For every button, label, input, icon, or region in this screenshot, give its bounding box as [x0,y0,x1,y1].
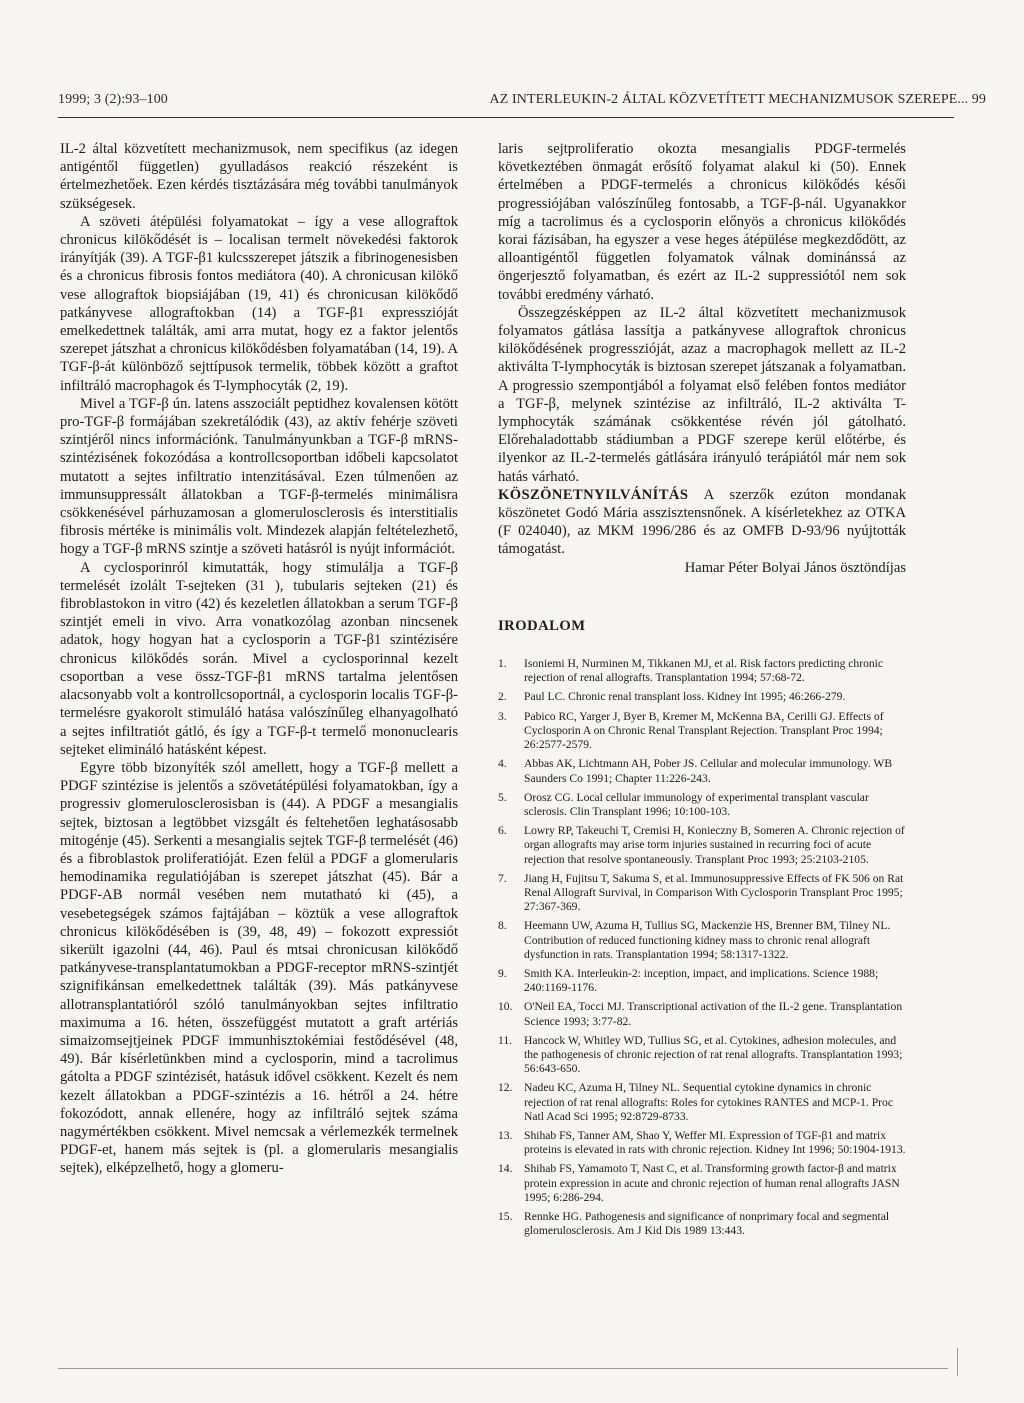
reference-list [498,657,906,1238]
right-column [498,140,906,1243]
acknowledgement-text: A szerzők ezúton mondanak köszönetet Godó Mária asszisztensnőnek. A kísérletekhez az OTKA (F 024040), az MKM 1996/286 és az OMFB D-93/96 nyújtották támogatást. [498,486,907,558]
header-rule [58,117,954,118]
reference-item [498,657,906,685]
reference-text: Nadeu KC, Azuma H, Tilney NL. Sequential cytokine dynamics in chronic rejection of rat renal allografts: Roles for cytokines RANTES and MCP-1. Proc Natl Acad Sci 1995; 92:8729-8733. [524,1081,893,1123]
reference-number: 7. [498,871,507,885]
reference-text: Hancock W, Whitley WD, Tullius SG, et al. Cytokines, adhesion molecules, and the pathogenesis of chronic rejection of rat renal allografts. Transplantation 1993; 56:643-650. [524,1033,903,1076]
reference-item [498,1210,906,1238]
reference-text: Shihab FS, Yamamoto T, Nast C, et al. Transforming growth factor-β and matrix protein expression in acute and chronic rejection of human renal allografts JASN 1995; 6:286-294. [524,1162,900,1204]
reference-text: Smith KA. Interleukin-2: inception, impact, and implications. Science 1988; 240:1169-1176. [524,966,879,995]
reference-number: 9. [498,966,507,980]
reference-item [498,690,906,704]
reference-number: 6. [498,824,507,838]
reference-number: 5. [498,790,507,804]
reference-number: 2. [498,690,507,704]
reference-number: 13. [498,1128,513,1142]
reference-item [498,1000,906,1028]
running-title: AZ INTERLEUKIN-2 ÁLTAL KÖZVETÍTETT MECHANIZMUSOK SZEREPE... 99 [489,92,986,107]
paragraph: Mivel a TGF-β ún. latens asszociált peptidhez kovalensen kötött pro-TGF-β formájában szekretálódik (43), az aktív fehérje szöveti szintjéről nincs információnk. Tanulmányunkban a TGF-β mRNS-szintézisének fokozódása a kontrollcsoportban időbeli kapcsolatot mutatott a sejtes infiltratio intenzitásával. Ezen túlmenően az immunsuppressált állatokban a TGF-β-termelés minimálisra csökkenésével párhuzamosan a glomerulosclerosis és interstitialis fibrosis mértéke is minimális volt. Mindezek alapján feltételezhető, hogy a TGF-β mRNS szintje a szöveti hatásról is nyújt információt. [60,395,458,558]
reference-number: 10. [498,1000,513,1014]
reference-number: 3. [498,709,507,723]
reference-item [498,710,906,753]
paragraph: IL-2 által közvetített mechanizmusok, nem specifikus (az idegen antigéntől független) gyulladásos reakció részeként is értelmezhetőek. Ezen kérdés tisztázására még további tanulmányok szükségesek. [60,141,458,212]
paragraph: Egyre több bizonyíték szól amellett, hogy a TGF-β mellett a PDGF szintézise is jelentős a szövetátépülési folyamatokban, így a progressiv glomerulosclerosisban is (44). A PDGF a mesangialis sejtek, biztosan a legtöbbet vizsgált és feltehetően leghatásosabb mitogénje (45). Serkenti a mesangialis sejtek TGF-β termelését (46) és a fibroblastok proliferatióját. Ezen felül a PDGF a glomerularis hemodinamika regulatiójában is szerepet játszhat (45). Bár a PDGF-AB normál vesében nem mutatható ki (45), a vesebetegségek számos fajtájában – köztük a vese allograftok chronicus kilökődésében is (39, 48, 49) – fokozott expressiót sikerült igazolni (44, 46). Paul és mtsai chronicusan kilökődő patkányvese-transplantatumokban a PDGF-receptor mRNS-szintjét szignifikánsan emelkedettnek találták (39). Más patkányvese allotransplantatióról szóló tanulmányokban sejtes infiltratio maximuma a 16. héten, összefüggést mutatott a graft artériás simaizomsejtjeinek PDGF immunhisztokémiai festődésével (48, 49). Bár kísérletünkben mind a cyclosporin, mind a tacrolimus gátolta a PDGF szintézisét, hatásuk idővel csökkent. Kezelt és nem kezelt állatokban a PDGF-szintézis a 16. hétről a 24. hétre fokozódott, annak ellenére, hogy az infiltráló sejtek száma nagymértékben csökkent. Mivel nemcsak a vérlemezkék termelnek PDGF-et, hanem más sejtek is (pl. a glomerularis mesangialis sejtek), elképzelhető, hogy a glomeru- [60,759,458,1177]
reference-item [498,967,906,995]
paragraph: Összegzésképpen az IL-2 által közvetített mechanizmusok folyamatos gátlása lassítja a patkányvese allograftok chronicus kilökődésének progresszióját, azaz a macrophagok mellett az IL-2 aktiválta T-lymphocyták is biztosan szerepet játszanak a folyamatban. A progressio szempontjából a folyamat első felében fontos mediátor a TGF-β, melynek szintézise az infiltráló, IL-2 aktiválta T-lymphocyták számának csökkentése révén jól gátolható. Előrehaladottabb stádiumban a PDGF szerepe kerül előtérbe, és ilyenkor az IL-2-termelés gátlására irányuló terápiától már nem sok hatás várható. [498,304,906,485]
references-heading: IRODALOM [498,617,586,634]
reference-item [498,824,906,867]
reference-text: Paul LC. Chronic renal transplant loss. Kidney Int 1995; 46:266-279. [524,690,846,704]
reference-item [498,757,906,785]
reference-text: Pabico RC, Yarger J, Byer B, Kremer M, McKenna BA, Cerilli GJ. Effects of Cyclosporin A on Chronic Renal Transplant Rejection. Transplant Proc 1994; 26:2577-2579. [524,709,884,752]
reference-text: Rennke HG. Pathogenesis and significance of nonprimary focal and segmental glomerulosclerosis. Am J Kid Dis 1989 13:443. [524,1209,890,1238]
reference-number: 8. [498,919,507,933]
reference-text: Heemann UW, Azuma H, Tullius SG, Mackenzie HS, Brenner BM, Tilney NL. Contribution of reduced functioning kidney mass to chronic renal allograft dysfunction in rats. Transplantation 1994; 58:1317-1322. [524,919,891,961]
paragraph: laris sejtproliferatio okozta mesangialis PDGF-termelés következtében önmagát erősítő folyamat alakul ki (50). Ennek értelmében a PDGF-termelés a chronicus kilökődés késői progressiójában valószínűleg fontosabb, a TGF-β-nál. Ugyanakkor míg a tacrolimus és a cyclosporin előnyös a chronicus kilökődés korai fázisában, ha egyszer a vese heges átépülése megkezdődött, az alloantigéntől független folyamatok válnak dominánssá az öngerjesztő folyamatban, és ezért az IL-2 suppressiótól nem sok további eredmény várható. [498,141,906,303]
reference-number: 15. [498,1209,513,1223]
reference-item [498,872,906,915]
reference-number: 14. [498,1162,513,1176]
reference-text: Isoniemi H, Nurminen M, Tikkanen MJ, et al. Risk factors predicting chronic rejection of renal allografts. Transplantation 1994; 57:68-72. [524,657,884,685]
reference-number: 11. [498,1033,513,1047]
scan-edge-mark [957,1348,958,1376]
reference-item [498,1081,906,1124]
reference-number: 1. [498,657,507,671]
left-column [60,140,458,1178]
reference-item [498,1129,906,1157]
reference-text: Abbas AK, Lichtmann AH, Pober JS. Cellular and molecular immunology. WB Saunders Co 1991; Chapter 11:226-243. [524,757,893,785]
reference-text: Shihab FS, Tanner AM, Shao Y, Weffer MI. Expression of TGF-β1 and matrix proteins is elevated in rats with chronic rejection. Kidney Int 1996; 50:1904-1913. [524,1128,906,1157]
running-header [58,92,1022,114]
acknowledgement [498,486,906,559]
reference-text: Jiang H, Fujitsu T, Sakuma S, et al. Immunosuppressive Effects of FK 506 on Rat Renal Allograft Survival, in Comparison With Cyclosporin Transplant Proc 1995; 27:367-369. [524,871,904,914]
footer-rule [58,1368,948,1369]
reference-item [498,791,906,819]
reference-item [498,1162,906,1205]
reference-number: 4. [498,757,507,771]
reference-text: Lowry RP, Takeuchi T, Cremisi H, Konieczny B, Someren A. Chronic rejection of organ allografts may arise torm injuries sustained in recurring foci of acute rejection that resolve spontaneously. Transplant Proc 1993; 25:2103-2105. [524,824,905,866]
reference-item [498,1034,906,1077]
paragraph: A szöveti átépülési folyamatokat – így a vese allograftok chronicus kilökődését is – localisan termelt növekedési faktorok irányítják (39). A TGF-β1 kulcsszerepet játszik a fibrinogenesisben és a chronicus fibrosis fontos mediátora (40). A chronicusan kilökő vese allograftok biopsiájában (19, 41) és chronicusan kilökődő patkányvese allograftokban (14) a TGF-β1 expresszióját emelkedettnek találták, ami arra mutat, hogy ez a faktor jelentős szerepet játszhat a chronicus kilökődésben folyamatában (14, 19). A TGF-β-át különböző sejttípusok termelik, többek között a graftot infiltráló macrophagok és T-lymphocyták (2, 19). [60,213,458,394]
reference-number: 12. [498,1081,513,1095]
reference-text: Orosz CG. Local cellular immunology of experimental transplant vascular sclerosis. Clin Transplant 1996; 10:100-103. [524,790,869,818]
funding-signature: Hamar Péter Bolyai János ösztöndíjas [684,559,906,576]
reference-item [498,919,906,962]
journal-issue: 1999; 3 (2):93–100 [58,92,168,107]
reference-text: O'Neil EA, Tocci MJ. Transcriptional activation of the IL-2 gene. Transplantation Science 1993; 3:77-82. [524,1000,903,1028]
acknowledgement-heading: KÖSZÖNETNYILVÁNÍTÁS [498,486,689,503]
paragraph: A cyclosporinról kimutatták, hogy stimulálja a TGF-β termelését izolált T-sejteken (31 ), tubularis sejteken (21) és fibroblastokon in vitro (42) és kezeletlen állatokban a serum TGF-β szintjét emeli in vivo. Arra vonatkozólag azonban nincsenek adatok, hogy hogyan hat a cyclosporin a TGF-β1 szintézisére chronicus kilökődés során. Mivel a cyclosporinnal kezelt csoportban a vese össz-TGF-β1 mRNS tartalma jelentősen alacsonyabb volt a kontrollcsoportnál, a cyclosporin localis TGF-β-termelésre gyakorolt stimuláló hatása valószínűleg elhanyagolható a sejtes infiltratiót gátló, és így a TGF-β-t termelő mononuclearis sejteket elimináló hatásként képest. [60,559,458,758]
